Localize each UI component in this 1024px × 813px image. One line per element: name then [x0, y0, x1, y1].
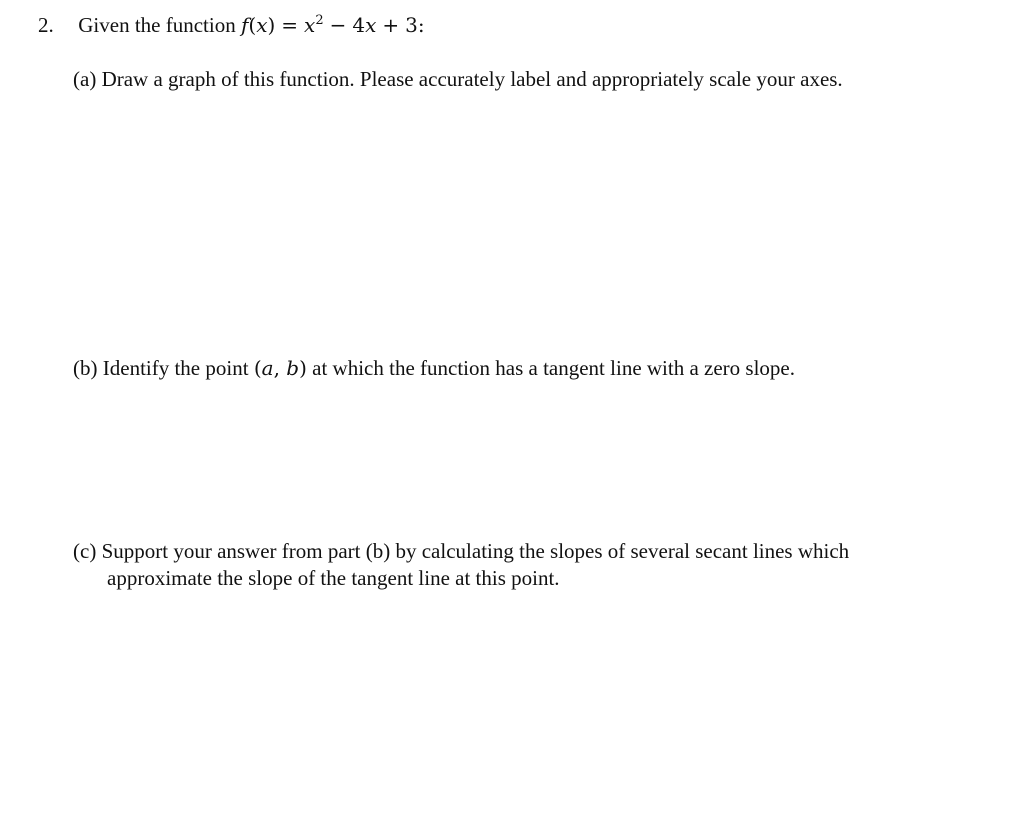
part-a-label: (a): [73, 67, 97, 91]
function-expression: $f(x) = x^2 - 4x + 3$:: [240, 13, 425, 37]
part-a-text: Draw a graph of this function. Please accurately label and appropriately scale your axes.: [101, 67, 843, 91]
part-c-line-2: [107, 565, 560, 592]
part-c-line-1: [73, 538, 849, 565]
part-c-text-1: Support your answer from part (b) by calculating the slopes of several secant lines which: [101, 539, 850, 563]
point-notation: (a, b): [253, 356, 307, 380]
part-b-text-before: Identify the point: [102, 356, 249, 380]
part-c-label: (c): [73, 539, 97, 563]
part-b-text-after: at which the function has a tangent line with a zero slope.: [312, 356, 796, 380]
part-b: [73, 355, 795, 382]
question-number: 2.: [38, 13, 54, 37]
question-stem: [38, 12, 425, 42]
part-c-text-2: approximate the slope of the tangent line at this point.: [107, 566, 560, 590]
part-a: [73, 66, 843, 93]
question-intro: Given the function: [78, 13, 236, 37]
part-b-label: (b): [73, 356, 98, 380]
